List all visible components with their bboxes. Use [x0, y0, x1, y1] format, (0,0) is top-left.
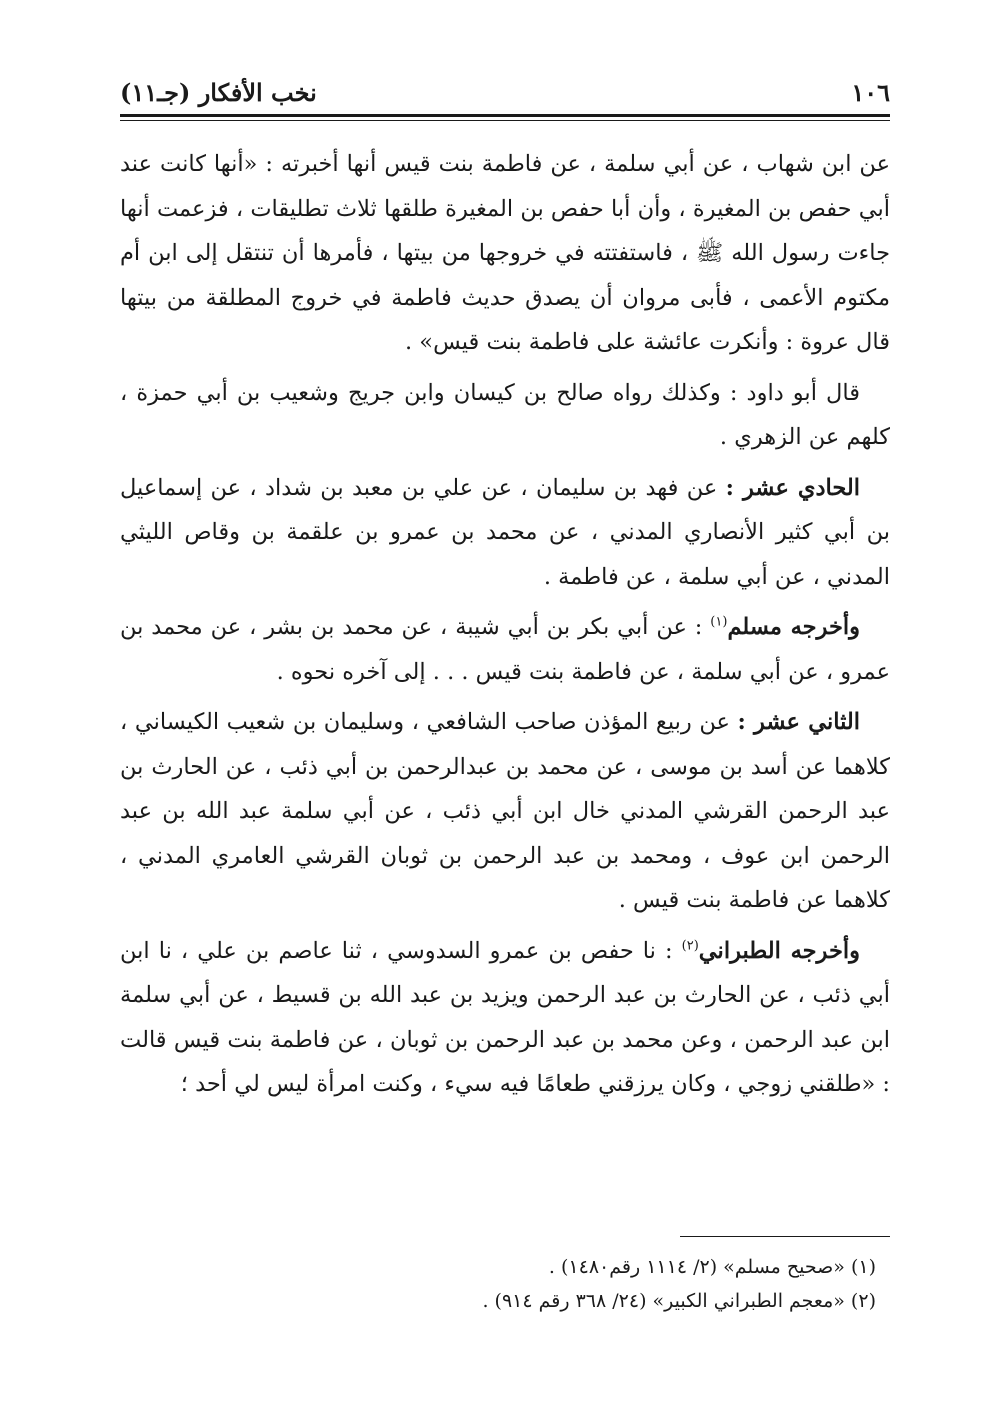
paragraph-4 — [120, 605, 890, 694]
paragraph-3 — [120, 466, 890, 600]
main-text — [120, 142, 890, 1113]
paragraph-text: عن ربيع المؤذن صاحب الشافعي ، وسليمان بن شعيب الكيساني ، كلاهما عن أسد بن موسى ، عن محمد بن عبدالرحمن بن أبي ذئب ، عن الحارث بن عبد الرحمن القرشي المدني خال ابن أبي ذئب ، عن أبي سلمة عبد الله بن عبد الرحمن ابن عوف ، ومحمد بن عبد الرحمن بن ثوبان القرشي العامري المدني ، كلاهما عن فاطمة بنت قيس . — [120, 709, 890, 913]
footnote-ref: (٢) — [681, 938, 699, 953]
book-title: نخب الأفكار (جـ١١) — [120, 77, 317, 107]
paragraph-text: عن فهد بن سليمان ، عن علي بن معبد بن شداد ، عن إسماعيل بن أبي كثير الأنصاري المدني ، عن محمد بن عمرو بن علقمة بن وقاص الليثي المدني ، عن أبي سلمة ، عن فاطمة . — [120, 474, 890, 590]
paragraph-text: : عن أبي بكر بن أبي شيبة ، عن محمد بن بشر ، عن محمد بن عمرو ، عن أبي سلمة ، عن فاطمة بنت قيس . . . إلى آخره نحوه . — [120, 614, 890, 685]
paragraph-text: عن ابن شهاب ، عن أبي سلمة ، عن فاطمة بنت قيس أنها أخبرته : «أنها كانت عند أبي حفص بن المغيرة ، وأن أبا حفص بن المغيرة طلقها ثلاث تطليقات ، فزعمت أنها جاءت رسول الله ﷺ ، فاستفتته في خروجها من بيتها ، فأمرها أن تنتقل إلى ابن أم مكتوم الأعمى ، فأبى مروان أن يصدق حديث فاطمة في خروج المطلقة من بيتها قال عروة : وأنكرت عائشة على فاطمة بنت قيس» . — [120, 151, 890, 355]
footnote-1: (١) «صحيح مسلم» (٢/ ١١١٤ رقم١٤٨٠) . — [548, 1256, 876, 1278]
footnote-2: (٢) «معجم الطبراني الكبير» (٢٤/ ٣٦٨ رقم ٩١٤) . — [482, 1290, 876, 1312]
page-number: ١٠٦ — [851, 77, 890, 107]
paragraph-lead: الحادي عشر : — [725, 474, 860, 501]
footnotes — [120, 1250, 890, 1318]
paragraph-5 — [120, 700, 890, 923]
paragraph-text: قال أبو داود : وكذلك رواه صالح بن كيسان وابن جريج وشعيب بن أبي حمزة ، كلهم عن الزهري . — [120, 379, 890, 450]
page-header — [120, 72, 890, 112]
footnote-ref: (١) — [710, 614, 728, 630]
paragraph-lead: وأخرجه الطبراني — [698, 937, 860, 964]
paragraph-text: : نا حفص بن عمرو السدوسي ، ثنا عاصم بن علي ، نا ابن أبي ذئب ، عن الحارث بن عبد الرحمن ويزيد بن عبد الله بن قسيط ، عن أبي سلمة ابن عبد الرحمن ، وعن محمد بن عبد الرحمن بن ثوبان ، عن فاطمة بنت قيس قالت : «طلقني زوجي ، وكان يرزقني طعامًا فيه سيء ، وكنت امرأة ليس لي أحد ؛ — [120, 937, 890, 1097]
paragraph-2 — [120, 371, 890, 460]
header-rule-thick — [120, 114, 890, 117]
footnote-separator — [680, 1236, 890, 1237]
paragraph-1 — [120, 142, 890, 365]
paragraph-lead: وأخرجه مسلم — [727, 614, 860, 640]
paragraph-lead: الثاني عشر : — [737, 709, 860, 735]
header-rule-thin — [120, 120, 890, 121]
paragraph-6 — [120, 929, 890, 1107]
